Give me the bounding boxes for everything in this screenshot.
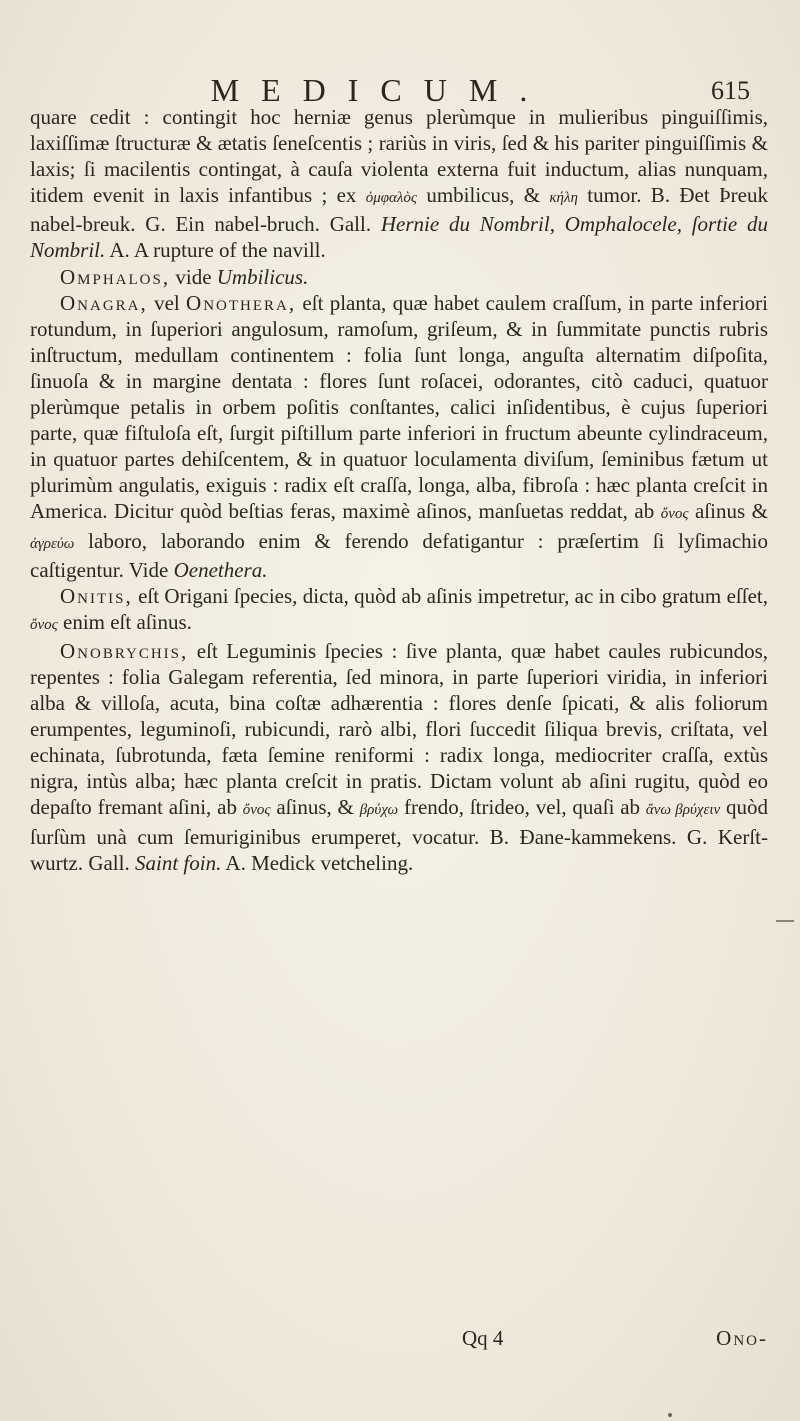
entry-text: tumor. B. Ðet Þreuk nabel-breuk. G. Ein nabel-bruch. Gall.: [30, 183, 768, 237]
entry-text: eſt Leguminis ſpecies : ſive planta, quæ habet caules rubicundos, repentes : folia Galegam referentia, ſed minora, in parte ſuperiori viridia, in inferiori alba & villoſa, acuta, bina coſtæ adhærentia : flores denſe ſpicati, & alis foliorum erumpentes, leguminoſi, rubicundi, rarò albi, flori ſuccedit ſiliqua brevis, criſtata, vel echinata, ſubrotunda, fæta ſemine reniformi : radix longa, mediocriter craſſa, extùs nigra, intùs alba; hæc planta creſcit in pratis. Dictam volunt ab aſini rugitu, quòd eo depaſto fremant aſini, ab: [30, 638, 768, 820]
entry-text: aſinus &: [688, 499, 768, 524]
greek-word: ἄνω βρύχειν: [645, 802, 721, 819]
greek-word: κήλη: [549, 190, 578, 207]
entry-text: quare cedit : contingit hoc herniæ genus plerùmque in mulieribus pinguiſſimis, laxiſſimæ ſtructuræ & ætatis ſeneſcentis ; rariùs in viris, ſed & his pariter pinguiſſimis & laxis; ſi macilentis contingat, à cauſa violenta externa fuit inductum, alias nunquam, itidem evenit in laxis infantibus ; ex: [30, 105, 768, 208]
entry-onagra: [30, 290, 768, 583]
entry-omphalocele-continuation: [30, 104, 768, 264]
greek-word: ὄνος: [660, 506, 689, 523]
italic-phrase: Saint foin.: [134, 850, 222, 875]
entry-headword: Onobrychis,: [60, 638, 189, 663]
entry-text: aſinus, &: [270, 795, 360, 820]
entry-onitis: [30, 583, 768, 638]
entry-text: eſt planta, quæ habet caulem craſſum, in parte inferiori rotundum, in ſuperiori angulosum, ramoſum, griſeum, & in ſummitate punctis rubris inſtructum, medullam continentem : folia ſunt longa, anguſta alternatim diſpoſita, ſinuoſa & in margine dentata : flores ſunt roſacei, odorantes, citò caduci, quatuor plerùmque petalis in orbem poſitis conſtantes, calici inſidentibus, è cujus ſuperiori parte, quæ fiſtuloſa eſt, ſurgit piſtillum parte inferiori in fructum abeunte cylindraceum, in quatuor partes dehiſcentem, & in quatuor loculamenta diviſum, ſeminibus fætum ut plurimùm angulatis, exiguis : radix eſt craſſa, longa, alba, fibroſa : hæc planta creſcit in America. Dicitur quòd beſtias feras, maximè aſinos, manſuetas reddat, ab: [30, 290, 768, 524]
running-title: MEDICUM.: [210, 72, 550, 108]
entry-text: laboro, laborando enim & ferendo defatigantur : præſertim ſi lyſimachio caſtigentur. Vide: [30, 528, 768, 582]
entry-text: A. A rupture of the navill.: [105, 238, 326, 263]
margin-mark: [776, 920, 794, 922]
page-header: [60, 72, 770, 108]
entry-onobrychis: [30, 638, 768, 876]
entry-text: quòd ſurſùm unà cum ſemuriginibus erumperet, vocatur. B. Ðane-kammekens. G. Kerſt-wurtz. Gall.: [30, 795, 768, 875]
entry-text: vide: [170, 264, 217, 289]
entry-headword: Onothera,: [186, 290, 297, 315]
signature-mark: Qq 4: [462, 1326, 504, 1350]
entry-text: A. Medick vetcheling.: [221, 850, 414, 875]
italic-phrase: Hernie du Nombril, Omphalocele, ſortie du Nombril.: [30, 212, 768, 263]
greek-word: ἀγρεύω: [30, 535, 75, 552]
entry-text: umbilicus, &: [417, 183, 550, 208]
greek-word: βρύχω: [359, 802, 399, 819]
cross-reference: Umbilicus.: [216, 264, 309, 289]
margin-dot: [668, 1413, 672, 1417]
catchword: Ono-: [716, 1326, 768, 1350]
entry-headword: Onitis,: [60, 583, 133, 608]
greek-word: ὀμφαλὸς: [365, 190, 418, 207]
entry-text: enim eſt aſinus.: [57, 609, 192, 634]
page-footer: [30, 1326, 768, 1354]
greek-word: ὄνος: [30, 616, 58, 633]
entry-headword: Omphalos,: [60, 264, 171, 289]
cross-reference: Oenethera.: [173, 557, 268, 582]
entry-text: eſt Origani ſpecies, dicta, quòd ab aſinis impetretur, ac in cibo gratum eſſet,: [132, 583, 768, 608]
greek-word: ὄνος: [242, 802, 271, 819]
entry-omphalos: [30, 264, 768, 290]
entry-text: frendo, ſtrideo, vel, quaſi ab: [398, 795, 646, 820]
entry-text: vel: [147, 290, 187, 315]
page-number: 615: [711, 76, 750, 105]
entry-headword: Onagra,: [60, 290, 148, 315]
page-body: [30, 104, 768, 876]
